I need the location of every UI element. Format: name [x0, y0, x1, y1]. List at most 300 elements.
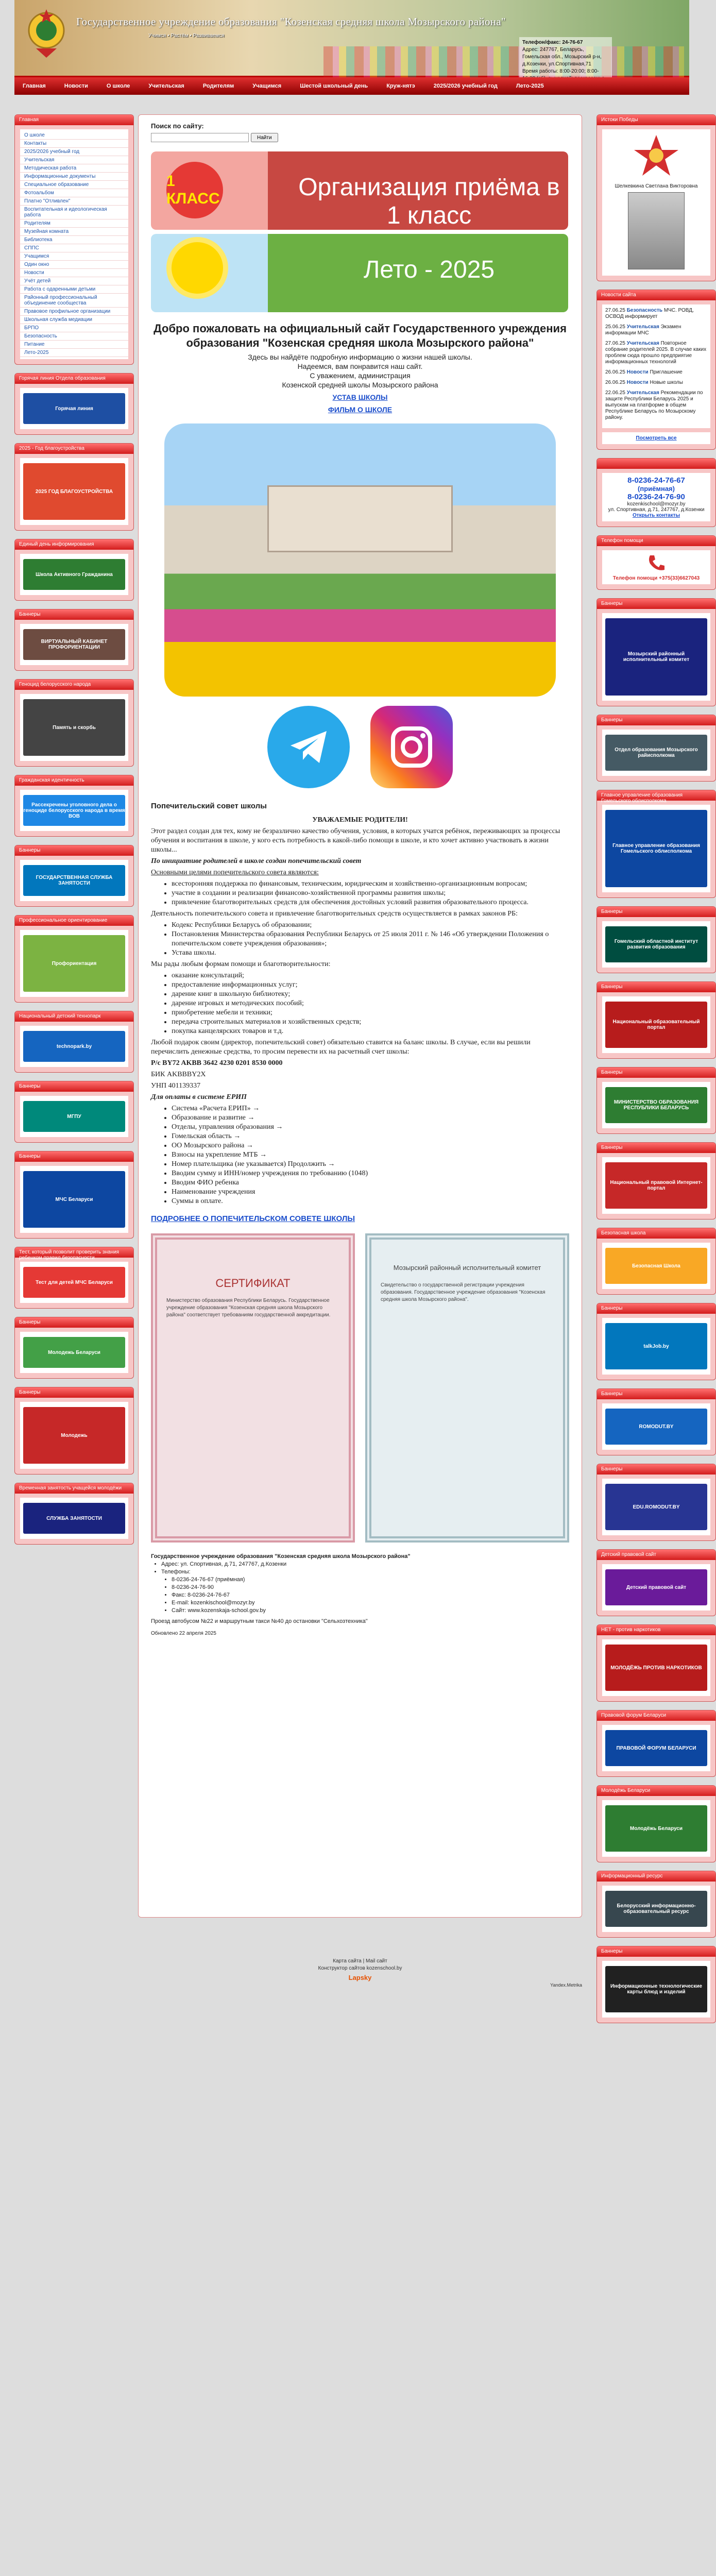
search-input[interactable] — [151, 133, 249, 142]
right-banner-title: Правовой форум Беларуси — [597, 1710, 715, 1721]
right-banner-title: Информационный ресурс — [597, 1871, 715, 1882]
right-banner-image[interactable]: ПРАВОВОЙ ФОРУМ БЕЛАРУСИ — [605, 1730, 707, 1766]
help-item: • оказание консультаций; — [172, 971, 569, 980]
right-banner-box — [596, 1871, 716, 1938]
telegram-icon[interactable] — [267, 706, 350, 788]
main-menu-title: Главная — [15, 115, 133, 125]
left-banner-image[interactable]: МЧС Беларуси — [23, 1171, 125, 1228]
hotline-box — [596, 535, 716, 590]
right-banner-title: Баннеры — [597, 1067, 715, 1078]
phone-item: • E-mail: kozenkischool@mozyr.by — [172, 1599, 569, 1607]
main-navigation — [14, 77, 689, 95]
left-banner-content — [20, 790, 128, 831]
right-banner-image[interactable]: Безопасная Школа — [605, 1248, 707, 1284]
menu-item[interactable]: Контакты — [20, 140, 128, 148]
right-banner-content — [602, 996, 710, 1053]
first-grade-banner[interactable] — [151, 151, 568, 230]
menu-item[interactable]: Новости — [20, 269, 128, 277]
contacts-box-title — [597, 459, 715, 469]
left-banner-title: Баннеры — [15, 1081, 133, 1092]
left-banner-content — [20, 554, 128, 595]
news-item[interactable] — [605, 380, 707, 386]
right-banner-image[interactable]: Белорусский информационно-образовательный ресурс — [605, 1891, 707, 1927]
person-box-title: Истоки Победы — [597, 115, 715, 125]
main-menu-box — [14, 114, 134, 365]
phone-item: • 8-0236-24-76-67 (приёмная) — [172, 1576, 569, 1584]
left-banner-image[interactable]: Молодежь — [23, 1407, 125, 1464]
certificate-registration[interactable] — [365, 1233, 569, 1543]
left-banner-content — [20, 694, 128, 761]
intro-line-2: Надеемся, вам понравится наш сайт. — [297, 362, 423, 370]
phone-item: • Факс: 8-0236-24-76-67 — [172, 1591, 569, 1599]
right-banner-image[interactable]: Мозырский районный исполнительный комитет — [605, 618, 707, 696]
phone-icon — [646, 553, 667, 574]
right-banner-title: Молодёжь Беларуси — [597, 1786, 715, 1796]
left-banner-image[interactable]: ГОСУДАРСТВЕННАЯ СЛУЖБА ЗАНЯТОСТИ — [23, 865, 125, 896]
footer-school-name: Государственное учреждение образования "Козенская средняя школа Мозырского района" — [151, 1553, 411, 1560]
right-banner-image[interactable]: Информационные технологические карты блюд и изделий — [605, 1966, 707, 2012]
header-flowers-decor — [323, 46, 684, 77]
news-text: МЧС. РОВД, ОСВОД информирует — [605, 308, 694, 319]
right-banner-content — [602, 613, 710, 701]
right-banner-image[interactable]: Молодёжь Беларуси — [605, 1805, 707, 1852]
charter-link[interactable]: УСТАВ ШКОЛЫ — [332, 393, 388, 401]
right-banner-box — [596, 1388, 716, 1455]
erip-item: • Гомельская область → — [172, 1132, 569, 1141]
footer-phones-title: • Телефоны: — [161, 1568, 569, 1576]
left-banner-content — [20, 1402, 128, 1469]
menu-item[interactable]: Специальное образование — [20, 181, 128, 189]
left-banner-title: Национальный детский технопарк — [15, 1011, 133, 1022]
contacts-box — [596, 458, 716, 527]
right-banner-box — [596, 598, 716, 706]
right-banner-content — [602, 1479, 710, 1535]
erip-item: • ОО Мозырского района → — [172, 1141, 569, 1150]
news-category: Новости — [626, 369, 650, 375]
left-banner-content — [20, 458, 128, 525]
left-banner-box — [14, 1081, 134, 1143]
left-banner-content — [20, 1026, 128, 1067]
right-banner-image[interactable]: Национальный образовательный портал — [605, 1002, 707, 1048]
menu-item[interactable]: БРПО — [20, 324, 128, 332]
right-banner-content — [602, 1318, 710, 1375]
nav-news[interactable]: Новости — [64, 83, 88, 89]
nav-school-year[interactable]: 2025/2026 учебный год — [433, 83, 498, 89]
footer-links[interactable]: Карта сайта | Mail сайт — [333, 1958, 387, 1964]
sun-icon — [172, 242, 223, 294]
first-grade-banner-text: Организация приёма в 1 класс — [298, 174, 560, 229]
first-grade-badge: 1 КЛАСС — [166, 162, 223, 218]
left-banner-content — [20, 1332, 128, 1373]
hotline-text: Телефон помощи +375(33)6627043 — [612, 575, 700, 581]
news-category: Учительская — [626, 390, 661, 396]
right-banner-content — [602, 1886, 710, 1932]
cert2-text: Свидетельство о государственной регистрации учреждения образования. Государственное учреждение образования "Козенская средняя школа Мозырского района". — [381, 1282, 545, 1302]
news-category: Безопасность — [626, 308, 664, 313]
social-links — [151, 706, 569, 788]
footer-bus: Проезд автобусом №22 и маршрутным такси №40 до остановки "Сельхозтехника" — [151, 1618, 368, 1624]
right-banner-content — [602, 805, 710, 892]
intro-line-4: Козенской средней школы Мозырского района — [282, 381, 438, 389]
right-banner-content — [602, 730, 710, 776]
right-banner-title: Баннеры — [597, 1143, 715, 1153]
left-banner-title: Горячая линия Отдела образования — [15, 374, 133, 384]
news-text: Приглашение — [650, 369, 683, 375]
left-banner-image[interactable]: 2025 ГОД БЛАГОУСТРОЙСТВА — [23, 463, 125, 520]
left-banner-box — [14, 609, 134, 671]
menu-item[interactable]: Музейная комната — [20, 228, 128, 236]
right-banner-image[interactable]: ROMODUT.BY — [605, 1409, 707, 1445]
hotline-box-content[interactable] — [602, 550, 710, 584]
erip-item: • Отделы, управления образования → — [172, 1123, 569, 1132]
menu-item[interactable]: Работа с одаренными детьми — [20, 285, 128, 294]
left-banner-box — [14, 539, 134, 601]
right-banner-title: Баннеры — [597, 715, 715, 725]
left-banner-title: Геноцид белорусского народа — [15, 680, 133, 690]
left-banner-image[interactable]: МГПУ — [23, 1101, 125, 1132]
menu-item[interactable]: Библиотека — [20, 236, 128, 244]
phone-item: • 8-0236-24-76-90 — [172, 1584, 569, 1591]
left-banner-content — [20, 930, 128, 997]
right-banner-image[interactable]: EDU.ROMODUT.BY — [605, 1484, 707, 1530]
help-item: • покупка канцелярских товаров и т.д. — [172, 1027, 569, 1036]
footer-counter[interactable]: Yandex.Metrika — [550, 1982, 582, 1988]
news-box — [596, 290, 716, 450]
board-paragraph-3: Основными целями попечительского совета являются: — [151, 869, 319, 876]
laws-list — [172, 921, 569, 958]
menu-item[interactable]: Фотоальбом — [20, 189, 128, 197]
right-banners — [596, 598, 716, 2023]
coat-of-arms-icon — [26, 7, 67, 59]
erip-item: • Номер плательщика (не указывается) Продолжить → — [172, 1160, 569, 1169]
news-date: 25.06.25 — [605, 324, 627, 330]
board-paragraph-4: Деятельность попечительского совета и привлечение благотворительных средств осуществляется в рамках законов РБ: — [151, 910, 518, 918]
erip-item: • Система «Расчета ЕРИП» → — [172, 1104, 569, 1113]
news-item[interactable] — [605, 390, 707, 421]
site-header — [14, 0, 689, 77]
nav-sixth-day[interactable]: Шестой школьный день — [300, 83, 368, 89]
left-banner-content — [20, 860, 128, 901]
right-banner-image[interactable]: МОЛОДЁЖЬ ПРОТИВ НАРКОТИКОВ — [605, 1645, 707, 1691]
news-list — [602, 304, 710, 428]
law-item: • Кодекс Республики Беларусь об образовании; — [172, 921, 569, 930]
left-banner-image[interactable]: Школа Активного Гражданина — [23, 559, 125, 590]
left-banner-box — [14, 1387, 134, 1475]
cert1-title: СЕРТИФИКАТ — [215, 1277, 291, 1290]
right-banner-content — [602, 1157, 710, 1214]
nav-summer[interactable]: Лето-2025 — [516, 83, 544, 89]
left-banner-box — [14, 679, 134, 767]
search-button[interactable]: Найти — [251, 133, 278, 142]
right-banner-title: Баннеры — [597, 907, 715, 917]
menu-item[interactable]: Районный профессиональный объединение сообщества — [20, 294, 128, 308]
nav-home[interactable]: Главная — [23, 83, 46, 89]
search-bar — [151, 133, 569, 142]
cert2-title: Мозырский районный исполнительный комитет — [393, 1264, 541, 1272]
right-banner-box — [596, 790, 716, 898]
person-box-content — [602, 129, 710, 276]
school-contact-info — [151, 1553, 569, 1637]
left-banner-title: 2025 - Год благоустройства — [15, 444, 133, 454]
board-title: Попечительский совет школы — [151, 802, 267, 810]
nav-circles[interactable]: Круж-нятэ — [386, 83, 415, 89]
menu-item[interactable]: Платно "Отливлен" — [20, 197, 128, 206]
right-banner-image[interactable]: Гомельский областной институт развития образования — [605, 926, 707, 962]
menu-item[interactable]: Лето-2025 — [20, 349, 128, 357]
right-banner-content — [602, 1961, 710, 2018]
nav-about[interactable]: О школе — [106, 83, 130, 89]
left-banner-box — [14, 443, 134, 531]
left-banner-box — [14, 1247, 134, 1309]
contacts-email[interactable]: kozenkischool@mozyr.by — [627, 501, 686, 507]
right-banner-title: Главное управление образования Гомельского облисполкома — [597, 790, 715, 801]
left-banner-box — [14, 915, 134, 1003]
site-subtitle: Учимся • Растём • Развиваемся — [148, 33, 225, 39]
menu-item[interactable]: О школе — [20, 131, 128, 140]
goals-list — [172, 879, 569, 907]
right-banner-title: Баннеры — [597, 1389, 715, 1399]
left-banner-image[interactable]: Тест для детей МЧС Беларуси — [23, 1267, 125, 1298]
board-paragraph-1: Этот раздел создан для тех, кому не безразлично качество обучения, условия, в которых учатся ребёнок, переживающих за процессы обучения и воспитания в школе, у кого есть потребность в какой-либо помощи в школе, и кто хочет активно участвовать в жизни школы... — [151, 827, 560, 854]
left-banner-content — [20, 1166, 128, 1233]
erip-item: • Вводим сумму и ИНН/номер учреждения по требованию (1048) — [172, 1169, 569, 1178]
left-banner-image[interactable]: Горячая линия — [23, 393, 125, 424]
left-banner-title: Баннеры — [15, 609, 133, 620]
right-banner-title: Безопасная школа — [597, 1228, 715, 1239]
erip-item: • Наименование учреждения — [172, 1188, 569, 1197]
board-paragraph-6: Любой подарок своим (директор, попечительский совет) обязательно ставится на баланс школы. В случае, если вы решили перечислить денежные средства, то просим перевести их на расчетный счет школы: — [151, 1039, 531, 1056]
left-banner-box — [14, 845, 134, 907]
news-date: 27.06.25 — [605, 308, 627, 313]
news-text: Новые школы — [650, 380, 683, 385]
left-banner-title: Временная занятость учащейся молодёжи — [15, 1483, 133, 1494]
news-box-title: Новости сайта — [597, 290, 715, 300]
summer-banner-text: Лето - 2025 — [363, 256, 495, 283]
goal-item: • привлечение благотворительных средств для обеспечения достойных условий развития образовательного процесса. — [172, 898, 569, 907]
bank-account: Р/с BY72 AKBB 3642 4230 0201 8530 0000 — [151, 1059, 283, 1067]
right-banner-image[interactable]: Детский правовой сайт — [605, 1569, 707, 1605]
footer-constructor: Конструктор сайтов kozenschool.by — [318, 1965, 402, 1971]
phone-item: • Сайт: www.kozenskaja-school.gov.by — [172, 1607, 569, 1615]
left-banner-title: Баннеры — [15, 845, 133, 856]
bank-unp: УНП 401139337 — [151, 1082, 201, 1090]
goal-item: • участие в создании и реализации финансово-хозяйственной программы развития школы; — [172, 889, 569, 898]
cert1-text: Министерство образования Республики Беларусь. Государственное учреждение образования "Козенская средняя школа Мозырского района" соответствует требованиям государственной аккредитации. — [166, 1298, 331, 1318]
menu-item[interactable]: Безопасность — [20, 332, 128, 341]
bank-bik: БИК AKBBBY2X — [151, 1071, 206, 1078]
left-banner-box — [14, 1011, 134, 1073]
dear-parents: УВАЖАЕМЫЕ РОДИТЕЛИ! — [312, 816, 408, 824]
left-banner-image[interactable]: ВИРТУАЛЬНЫЙ КАБИНЕТ ПРОФОРИЕНТАЦИИ — [23, 629, 125, 660]
menu-item[interactable]: Методическая работа — [20, 164, 128, 173]
right-banner-title: Детский правовой сайт — [597, 1550, 715, 1560]
news-item[interactable] — [605, 308, 707, 320]
right-banner-image[interactable]: talkJob.by — [605, 1323, 707, 1369]
help-list — [172, 971, 569, 1036]
menu-item[interactable]: Один окно — [20, 261, 128, 269]
news-item[interactable] — [605, 369, 707, 376]
menu-item[interactable]: Учительская — [20, 156, 128, 164]
person-photo — [628, 192, 685, 269]
right-banner-box — [596, 715, 716, 782]
welcome-heading: Добро пожаловать на официальный сайт Государственного учреждения образования "Козенская средняя школа Мозырского района" — [154, 322, 567, 349]
right-banner-title: Баннеры — [597, 599, 715, 609]
left-banner-title: Тест, который позволит проверить знания ребенком правил безопасности — [15, 1247, 133, 1258]
board-paragraph-2: По инициативе родителей в школе создан попечительский совет — [151, 857, 362, 865]
news-item[interactable] — [605, 341, 707, 365]
left-banner-title: Баннеры — [15, 1151, 133, 1162]
right-banner-title: Баннеры — [597, 1946, 715, 1957]
film-link[interactable]: ФИЛЬМ О ШКОЛЕ — [328, 405, 393, 414]
right-banner-box — [596, 1549, 716, 1616]
summer-banner[interactable] — [151, 234, 568, 312]
right-banner-title: Баннеры — [597, 982, 715, 992]
left-banner-title: Баннеры — [15, 1317, 133, 1328]
footer-brand-logo[interactable]: Lapsky — [348, 1974, 372, 1981]
news-text: Экзамен информации МЧС — [605, 324, 681, 336]
left-banner-title: Единый день информирования — [15, 539, 133, 550]
left-banner-image[interactable]: СЛУЖБА ЗАНЯТОСТИ — [23, 1503, 125, 1534]
right-banner-content — [602, 1243, 710, 1289]
left-banner-image[interactable]: Рассекречены уголовного дела о геноциде белорусского народа в время ВОВ — [23, 795, 125, 826]
left-banner-title: Профессиональное ориентирование — [15, 916, 133, 926]
right-banner-content — [602, 1403, 710, 1450]
right-banner-box — [596, 1464, 716, 1541]
person-box — [596, 114, 716, 281]
news-text: Рекомендации по защите Республики Беларусь 2025 и выпускам на платформе в общем Республике Беларусь по Мозырскому району. — [605, 390, 703, 420]
right-banner-box — [596, 1067, 716, 1134]
help-item: • дарение игровых и методических пособий; — [172, 999, 569, 1008]
right-banner-image[interactable]: МИНИСТЕРСТВО ОБРАЗОВАНИЯ РЕСПУБЛИКИ БЕЛАРУСЬ — [605, 1087, 707, 1123]
news-text: Повторное собрание родителей 2025. В случае каких проблем сюда прошло предприятие информационных технологий — [605, 341, 707, 365]
menu-item[interactable]: СППС — [20, 244, 128, 252]
contacts-address: ул. Спортивная, д.71, 247767, д.Козенки — [608, 507, 705, 513]
menu-item[interactable]: Учёт детей — [20, 277, 128, 285]
goal-item: • всесторонняя поддержка по финансовым, техническим, юридическим и хозяйственно-организационным вопросам; — [172, 879, 569, 889]
law-item: • Устава школы. — [172, 948, 569, 958]
contacts-box-content — [602, 473, 710, 521]
nav-parents[interactable]: Родителям — [202, 83, 234, 89]
board-document — [151, 816, 569, 1206]
right-banner-box — [596, 1946, 716, 2023]
left-sidebar — [14, 114, 134, 1553]
news-category: Учительская — [626, 341, 661, 346]
search-title: Поиск по сайту: — [151, 122, 204, 130]
erip-item: • Взносы на укрепление МТБ → — [172, 1150, 569, 1160]
news-item[interactable] — [605, 324, 707, 336]
right-banner-image[interactable]: Главное управление образования Гомельского облисполкома — [605, 810, 707, 887]
certificates — [151, 1233, 569, 1543]
left-banners — [14, 373, 134, 1545]
menu-item[interactable]: Информационные документы — [20, 173, 128, 181]
right-banner-title: Баннеры — [597, 1464, 715, 1475]
left-banner-box — [14, 1483, 134, 1545]
left-banner-content — [20, 1262, 128, 1303]
right-banner-content — [602, 1800, 710, 1857]
right-banner-box — [596, 1228, 716, 1295]
header-phone: Телефон/факс: 24-76-67 — [522, 40, 583, 45]
right-banner-title: Баннеры — [597, 1303, 715, 1314]
left-banner-content — [20, 624, 128, 665]
menu-item[interactable]: Воспитательная и идеологическая работа — [20, 206, 128, 219]
erip-item: • Вводим ФИО ребенка — [172, 1178, 569, 1188]
news-category: Учительская — [626, 324, 661, 330]
left-banner-box — [14, 1317, 134, 1379]
news-date: 22.06.25 — [605, 390, 627, 396]
right-banner-title: НЕТ - против наркотиков — [597, 1625, 715, 1635]
hotline-box-title: Телефон помощи — [597, 536, 715, 546]
left-banner-content — [20, 1096, 128, 1137]
right-banner-content — [602, 1082, 710, 1128]
left-banner-image[interactable]: Молодежь Беларуси — [23, 1337, 125, 1368]
footer-phones-list — [172, 1576, 569, 1615]
person-caption: Шелкевкина Светлана Викторовна — [615, 183, 698, 189]
contacts-label-1: (приёмная) — [638, 485, 675, 493]
help-item: • дарение книг в школьную библиотеку; — [172, 990, 569, 999]
menu-item[interactable]: Школьная служба медиации — [20, 316, 128, 324]
menu-item[interactable]: Правовое профильное организации — [20, 308, 128, 316]
contacts-phone-2: 8-0236-24-76-90 — [627, 493, 685, 501]
right-banner-box — [596, 1303, 716, 1380]
right-banner-box — [596, 1624, 716, 1702]
erip-title: Для оплаты в системе ЕРИП — [151, 1093, 247, 1101]
certificate-accreditation[interactable] — [151, 1233, 355, 1543]
left-banner-box — [14, 1151, 134, 1239]
page-footer — [138, 1958, 582, 1989]
help-item: • предоставление информационных услуг; — [172, 980, 569, 990]
menu-item[interactable]: Учащимся — [20, 252, 128, 261]
news-category: Новости — [626, 380, 650, 385]
instagram-icon[interactable] — [370, 706, 453, 788]
right-banner-image[interactable]: Отдел образования Мозырского райисполкома — [605, 735, 707, 771]
contacts-phone-1: 8-0236-24-76-67 — [627, 476, 685, 485]
right-banner-content — [602, 1725, 710, 1771]
left-banner-image[interactable]: technopark.by — [23, 1031, 125, 1062]
board-more-link[interactable]: ПОДРОБНЕЕ О ПОПЕЧИТЕЛЬСКОМ СОВЕТЕ ШКОЛЫ — [151, 1214, 355, 1223]
news-date: 27.06.25 — [605, 341, 627, 346]
left-banner-content — [20, 388, 128, 429]
left-banner-title: Гражданская идентичность — [15, 775, 133, 786]
site-title: Государственное учреждение образования "Козенская средняя школа Мозырского района" — [76, 15, 506, 28]
header-address: Адрес: 247767, Беларусь, Гомельская обл., Мозырский р-н, д.Козенки, ул.Спортивная,71 — [522, 47, 602, 67]
left-banner-box — [14, 775, 134, 837]
help-item: • приобретение мебели и техники; — [172, 1008, 569, 1018]
menu-item[interactable]: 2025/2026 учебный год — [20, 148, 128, 156]
header-hours: Время работы: 8:00-20:00; 8:00- — [522, 69, 599, 74]
right-banner-box — [596, 906, 716, 973]
intro-line-1: Здесь вы найдёте подробную информацию о жизни нашей школы. — [248, 353, 472, 361]
help-item: • передача строительных материалов и хозяйственных средств; — [172, 1018, 569, 1027]
school-building-image — [267, 485, 453, 552]
right-banner-image[interactable]: Национальный правовой Интернет-портал — [605, 1162, 707, 1209]
right-banner-content — [602, 1564, 710, 1611]
nav-teachers[interactable]: Учительская — [148, 83, 184, 89]
menu-item[interactable]: Родителям — [20, 219, 128, 228]
intro-line-3: С уважением, администрация — [310, 371, 411, 380]
contacts-map-link[interactable]: Открыть контакты — [632, 513, 680, 518]
right-banner-box — [596, 1785, 716, 1862]
left-banner-image[interactable]: Память и скорбь — [23, 699, 125, 756]
footer-address: • Адрес: ул. Спортивная, д.71, 247767, д.Козенки — [161, 1561, 569, 1568]
erip-list — [172, 1104, 569, 1206]
all-news-link[interactable]: Посмотреть все — [636, 435, 677, 441]
nav-students[interactable]: Учащимся — [252, 83, 282, 89]
menu-item[interactable]: Питание — [20, 341, 128, 349]
left-banner-image[interactable]: Профориентация — [23, 935, 125, 992]
right-banner-content — [602, 1639, 710, 1696]
law-item: • Постановления Министерства образования Республики Беларусь от 25 июля 2011 г. № 146 «Об утверждении Положения о попечительском совете учреждения образования»; — [172, 930, 569, 948]
right-banner-box — [596, 1710, 716, 1777]
